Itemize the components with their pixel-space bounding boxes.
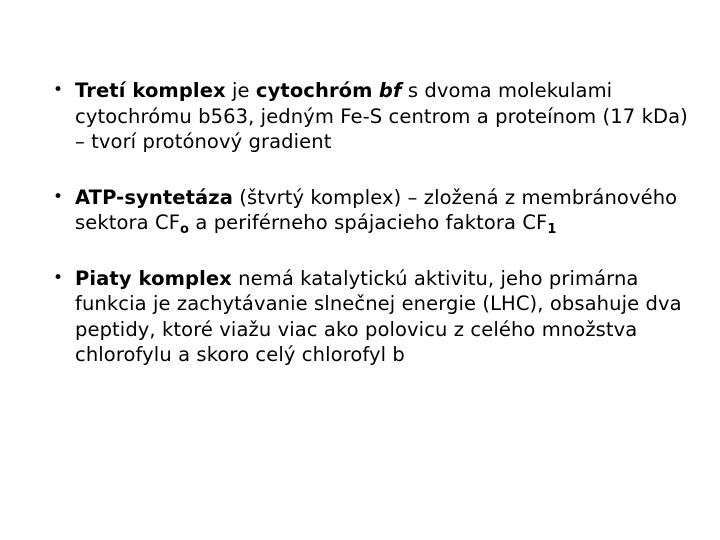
bullet-dot: • [53,80,64,100]
term-bf: bf [378,79,402,102]
term-fifth-complex: Piaty komplex [75,266,232,290]
bullet-dot: • [53,267,64,288]
term-third-complex: Tretí komplex [75,79,226,102]
text-fragment: (štvrtý komplex) – zložená z membránového sektora CF [75,185,678,234]
bullet-item-atp-synthase [48,185,688,236]
text-fragment: a periférneho spájacieho faktora CF [189,211,548,234]
bullet-item-fifth-complex [48,266,688,368]
term-atp-synthase: ATP-syntetáza [75,185,233,209]
text-fragment: s dvoma molekulami cytochrómu b563, jedným Fe-S centrom a proteínom (17 kDa) – tvorí protónový gradient [75,79,688,153]
term-cytochrome: cytochróm [255,79,373,102]
bullet-item-third-complex [48,78,688,155]
text-fragment: je [225,79,256,102]
subscript-1: 1 [547,222,557,237]
bullet-list [48,78,688,368]
subscript-o: o [180,222,190,237]
text-fragment: nemá katalytickú aktivitu, jeho primárna funkcia je zachytávanie slnečnej energie (LHC), obsahuje dva peptidy, ktoré viažu viac ako polovicu z celého množstva chlorofylu a skoro celý chlorofyl b [75,266,682,366]
bullet-dot: • [53,186,64,207]
